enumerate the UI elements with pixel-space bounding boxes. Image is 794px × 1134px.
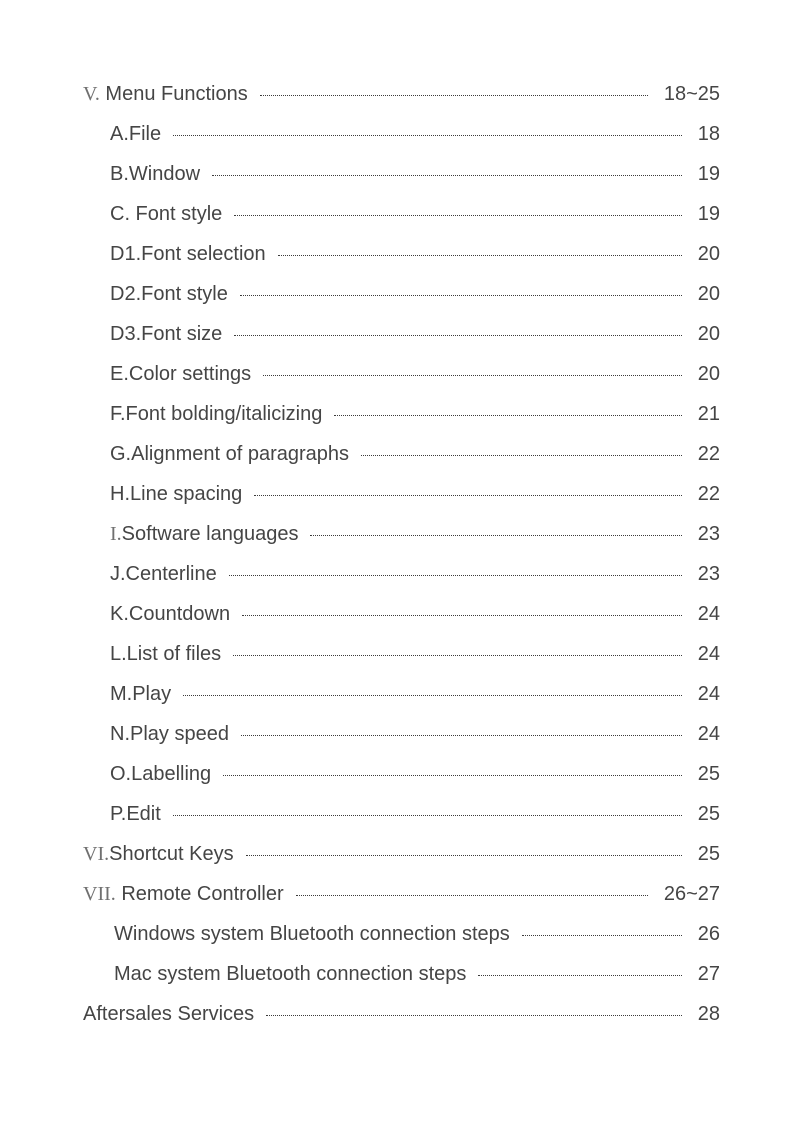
toc-entry-page: 27 [697,963,720,985]
toc-entry-label [83,842,234,866]
toc-entry [83,914,720,954]
toc-entry [83,994,720,1034]
toc-entry-label [83,82,248,106]
toc-entry-page: 23 [697,563,720,585]
toc-entry [83,314,720,354]
dot-leader [263,375,682,376]
toc-entry-numeral: I. [110,523,122,545]
dot-leader [173,135,682,136]
dot-leader [242,615,682,616]
toc-entry [83,514,720,554]
dot-leader [246,855,682,856]
dot-leader [278,255,682,256]
toc-entry-page: 18~25 [663,83,720,105]
toc-entry-page: 20 [697,243,720,265]
toc-entry-title: A.File [110,123,162,145]
toc-entry-numeral: V. [83,83,100,105]
toc-entry-label [83,882,284,906]
toc-entry-page: 24 [697,723,720,745]
toc-entry-title: Windows system Bluetooth connection steps [114,923,510,945]
dot-leader [310,535,681,536]
toc-entry-title: L.List of files [110,643,222,665]
dot-leader [173,815,682,816]
toc-entry-page: 25 [697,803,720,825]
toc-entry-title: D2.Font style [110,283,228,305]
dot-leader [223,775,682,776]
toc-entry [83,554,720,594]
dot-leader [266,1015,682,1016]
toc-entry-title: Mac system Bluetooth connection steps [114,963,467,985]
dot-leader [254,495,681,496]
toc-entry-title: F.Font bolding/italicizing [110,403,323,425]
toc-entry-page: 22 [697,483,720,505]
toc-entry-page: 24 [697,643,720,665]
toc-entry [83,834,720,874]
toc-entry-title: B.Window [110,163,201,185]
dot-leader [478,975,681,976]
toc-entry [83,114,720,154]
toc-entry-page: 20 [697,363,720,385]
toc-entry-page: 19 [697,163,720,185]
toc-entry-title: Menu Functions [99,83,248,105]
dot-leader [240,295,682,296]
dot-leader [260,95,648,96]
toc-entry-page: 24 [697,683,720,705]
toc-entry-title: O.Labelling [110,763,212,785]
toc-entry-page: 24 [697,603,720,625]
toc-entry [83,594,720,634]
toc-entry-page: 19 [697,203,720,225]
toc-entry-page: 22 [697,443,720,465]
toc-entry-title: K.Countdown [110,603,231,625]
dot-leader [212,175,682,176]
toc-entry-page: 20 [697,323,720,345]
toc-entry-page: 25 [697,843,720,865]
toc-entry-title: N.Play speed [110,723,229,745]
toc-entry [83,354,720,394]
toc-entry [83,274,720,314]
toc-entry-title: H.Line spacing [110,483,243,505]
dot-leader [229,575,682,576]
dot-leader [233,655,682,656]
toc-entry [83,794,720,834]
toc-entry [83,634,720,674]
toc-entry-page: 20 [697,283,720,305]
toc-entry-label [110,522,298,546]
toc-entry-title: Aftersales Services [83,1003,255,1025]
toc-entry-title: M.Play [110,683,172,705]
toc-entry-title: Shortcut Keys [109,843,234,865]
toc-entry-title: D1.Font selection [110,243,266,265]
dot-leader [234,335,681,336]
toc-entry [83,74,720,114]
toc-entry-title: C. Font style [110,203,223,225]
toc-entry-page: 21 [697,403,720,425]
toc-entry-title: J.Centerline [110,563,217,585]
toc-entry-title: D3.Font size [110,323,223,345]
toc-entry-page: 26~27 [663,883,720,905]
toc-entry-page: 25 [697,763,720,785]
toc-entry [83,674,720,714]
toc-entry-title: Remote Controller [115,883,284,905]
dot-leader [241,735,682,736]
toc-entry [83,154,720,194]
toc-entry-title: Software languages [121,523,299,545]
toc-entry [83,954,720,994]
toc-entry-page: 28 [697,1003,720,1025]
toc-entry [83,874,720,914]
toc-entry [83,474,720,514]
dot-leader [522,935,682,936]
toc-entry-page: 18 [697,123,720,145]
dot-leader [296,895,648,896]
toc-entry-title: E.Color settings [110,363,252,385]
toc-entry [83,234,720,274]
toc-entry [83,714,720,754]
toc-entry-numeral: VII. [83,883,116,905]
toc-entry [83,194,720,234]
dot-leader [334,415,681,416]
dot-leader [361,455,682,456]
dot-leader [183,695,682,696]
toc-entry-page: 23 [697,523,720,545]
toc-entry [83,754,720,794]
toc-entry-page: 26 [697,923,720,945]
toc-entry [83,434,720,474]
toc-entry-numeral: VI. [83,843,110,865]
dot-leader [234,215,681,216]
toc-entry [83,394,720,434]
toc-entry-title: G.Alignment of paragraphs [110,443,350,465]
toc-entry-title: P.Edit [110,803,161,825]
table-of-contents [83,74,720,1034]
